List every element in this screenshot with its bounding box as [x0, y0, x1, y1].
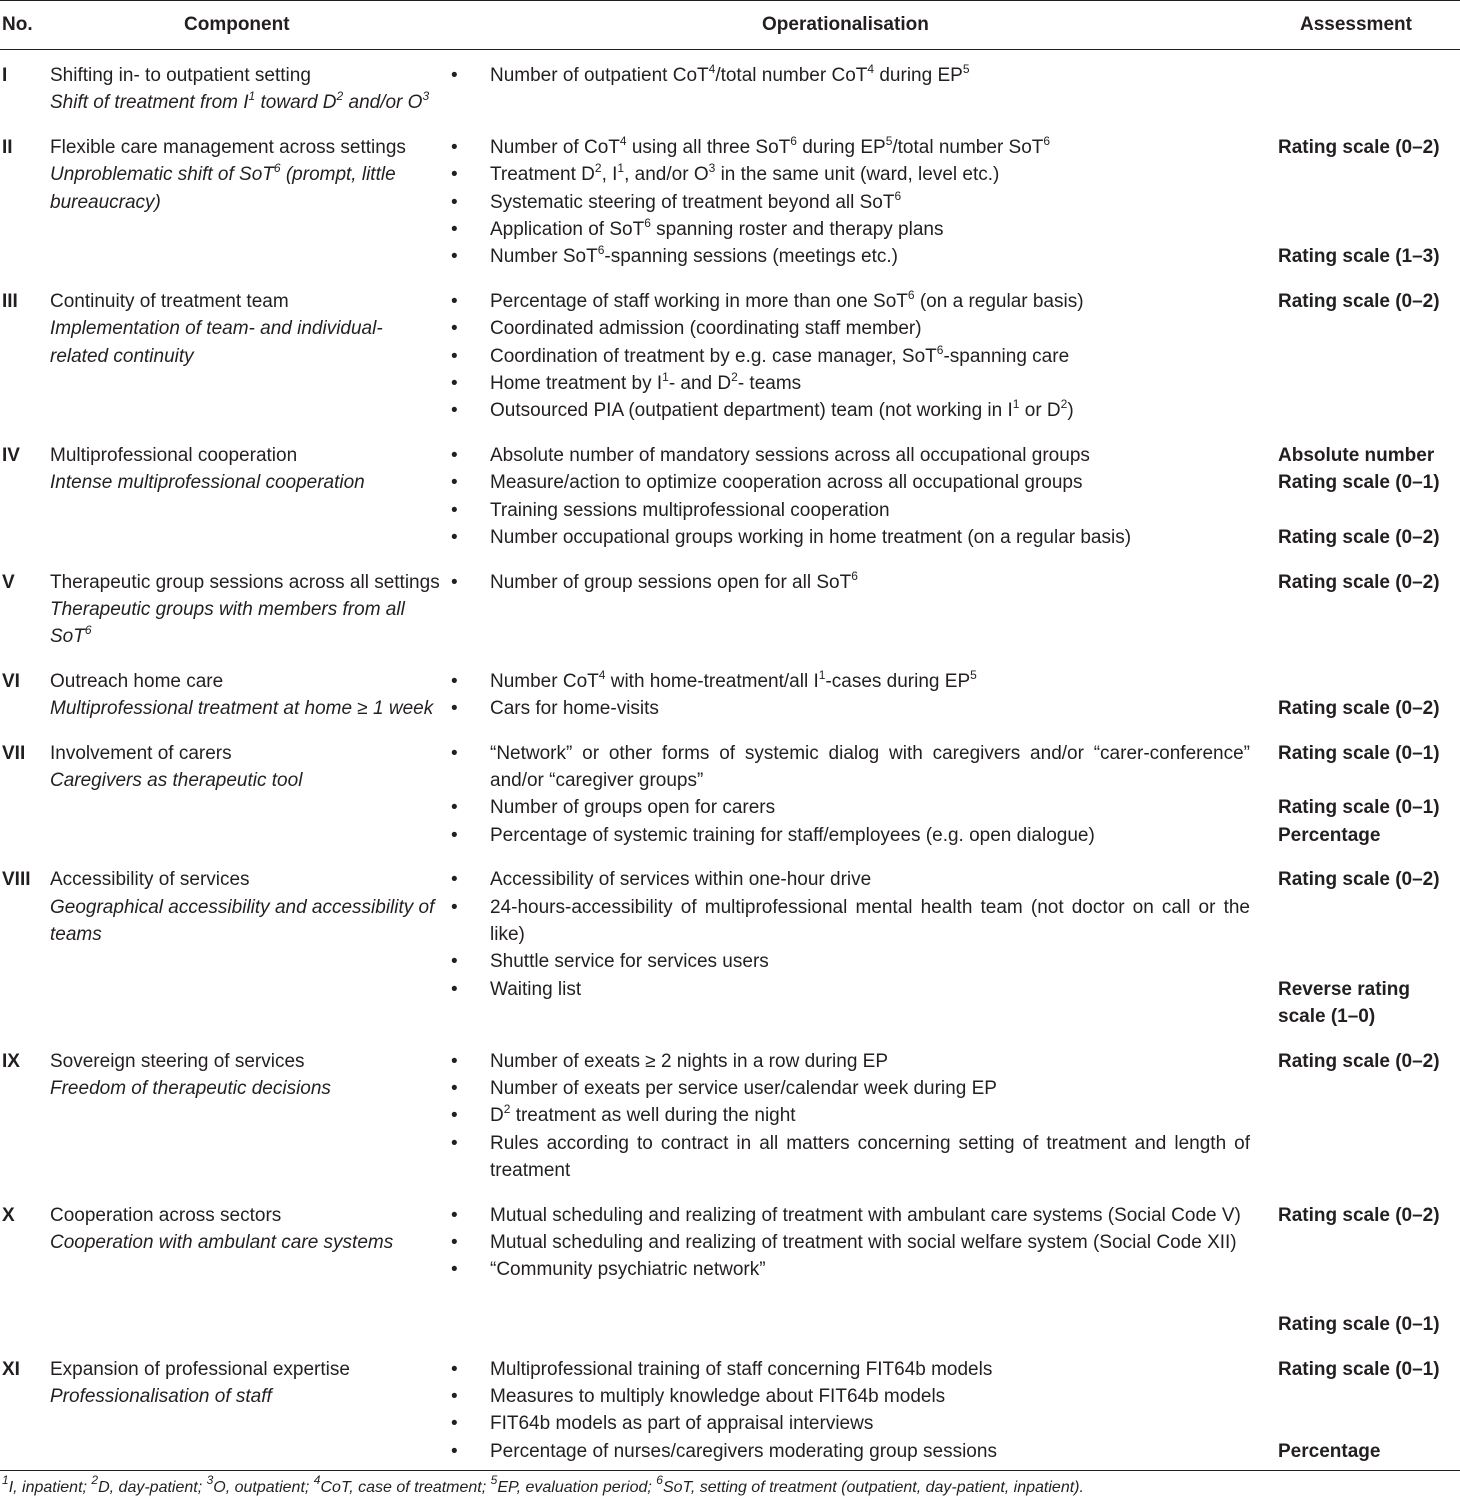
assessment-value — [1278, 497, 1454, 524]
assessment-value — [1278, 668, 1454, 695]
row-number: X — [2, 1204, 15, 1226]
operationalisation-item: • Number of CoT$^4$ using all three SoT$^6$ during $EP^5$/total number SoT$^6$ — [448, 134, 1262, 161]
assessment-value — [1278, 1229, 1454, 1256]
assessment-cell — [1262, 430, 1460, 557]
component-title: Accessibility of services — [50, 869, 250, 891]
component-cell — [48, 1190, 448, 1344]
assessment-cell — [1262, 557, 1460, 656]
component-subtitle: Professionalisation of staff — [50, 1385, 272, 1407]
component-cell — [48, 276, 448, 430]
operationalisation-list — [448, 62, 1262, 89]
operationalisation-cell — [448, 122, 1262, 276]
operationalisation-item: • Absolute number of mandatory sessions across all occupational groups — [448, 442, 1262, 469]
assessment-cell — [1262, 854, 1460, 1035]
assessment-value: Rating scale (0–2) — [1278, 1204, 1440, 1226]
table-row — [0, 122, 1460, 276]
component-subtitle: Shift of treatment from $I^1$ toward $D^2$ and/or $O^3$ — [50, 89, 430, 114]
assessment-value: Rating scale (0–2) — [1278, 136, 1440, 158]
assessment-value: Rating scale (0–1) — [1278, 797, 1440, 819]
operationalisation-item: • 24-hours-accessibility of multiprofessional mental health team (not doctor on call or the like) — [448, 894, 1262, 949]
assessment-cell — [1262, 50, 1460, 122]
component-subtitle: Intense multiprofessional cooperation — [50, 472, 365, 494]
operationalisation-item: • Number of exeats ≥ 2 nights in a row during EP — [448, 1048, 1262, 1075]
component-cell — [48, 430, 448, 557]
table-row — [0, 276, 1460, 430]
component-cell — [48, 1036, 448, 1190]
assessment-cell — [1262, 728, 1460, 855]
component-title: Expansion of professional expertise — [50, 1358, 350, 1380]
operationalisation-item: • Percentage of systemic training for staff/employees (e.g. open dialogue) — [448, 822, 1262, 849]
assessment-value: Reverse rating scale (1–0) — [1278, 978, 1411, 1028]
operationalisation-list — [448, 1202, 1262, 1284]
component-subtitle: Caregivers as therapeutic tool — [50, 769, 303, 791]
table-row — [0, 50, 1460, 122]
component-title: Shifting in- to outpatient setting — [50, 65, 311, 86]
operationalisation-cell — [448, 1190, 1262, 1344]
operationalisation-item: • Measures to multiply knowledge about FIT64b models — [448, 1383, 1262, 1410]
operationalisation-list — [448, 569, 1262, 596]
assessment-value — [1278, 767, 1454, 794]
operationalisation-item: • Training sessions multiprofessional cooperation — [448, 497, 1262, 524]
assessment-value: Percentage — [1278, 824, 1381, 846]
assessment-cell — [1262, 1344, 1460, 1471]
operationalisation-item: • Shuttle service for services users — [448, 948, 1262, 975]
assessment-value: Rating scale (0–2) — [1278, 698, 1440, 720]
operationalisation-item: • Number of groups open for carers — [448, 794, 1262, 821]
table-body — [0, 50, 1460, 1471]
assessment-value — [1278, 1256, 1454, 1283]
assessment-cell — [1262, 276, 1460, 430]
operationalisation-list — [448, 668, 1262, 723]
operationalisation-item: • “Community psychiatric network” — [448, 1256, 1262, 1283]
operationalisation-cell — [448, 1036, 1262, 1190]
assessment-value — [1278, 216, 1454, 243]
row-number: II — [2, 136, 13, 158]
row-number: V — [2, 571, 15, 593]
component-subtitle: Implementation of team- and individual-related continuity — [50, 318, 383, 367]
operationalisation-cell — [448, 430, 1262, 557]
assessment-cell — [1262, 656, 1460, 728]
operationalisation-list — [448, 866, 1262, 1003]
assessment-value — [1278, 921, 1454, 948]
row-number: I — [2, 65, 8, 86]
table-row — [0, 430, 1460, 557]
component-subtitle: Freedom of therapeutic decisions — [50, 1077, 331, 1099]
operationalisation-item: • Mutual scheduling and realizing of treatment with ambulant care systems (Social Code V) — [448, 1202, 1262, 1229]
operationalisation-cell — [448, 557, 1262, 656]
operationalisation-item: • Home treatment by $I^1-$ and $D^2-$ teams — [448, 370, 1262, 397]
component-cell — [48, 854, 448, 1035]
operationalisation-item: • Systematic steering of treatment beyond all SoT$^6$ — [448, 189, 1262, 216]
component-subtitle: Unproblematic shift of SoT$^6$ (prompt, little bureaucracy) — [50, 161, 396, 213]
assessment-value: Rating scale (0–2) — [1278, 1050, 1440, 1072]
operationalisation-item: • Multiprofessional training of staff concerning FIT64b models — [448, 1356, 1262, 1383]
header-operationalisation: Operationalisation — [448, 1, 1262, 50]
operationalisation-item: • Number of exeats per service user/calendar week during EP — [448, 1075, 1262, 1102]
operationalisation-cell — [448, 50, 1262, 122]
operationalisation-item: • Percentage of staff working in more than one SoT$^6$ (on a regular basis) — [448, 288, 1262, 315]
component-subtitle: Geographical accessibility and accessibility of teams — [50, 896, 435, 945]
assessment-value: Rating scale (0–1) — [1278, 1314, 1440, 1336]
assessment-value — [1278, 62, 1454, 89]
operationalisation-item: • FIT64b models as part of appraisal interviews — [448, 1410, 1262, 1437]
assessment-cell — [1262, 122, 1460, 276]
operationalisation-list — [448, 442, 1262, 552]
assessment-value: Rating scale (0–2) — [1278, 527, 1440, 549]
assessment-value — [1278, 161, 1454, 188]
operationalisation-item: • Coordinated admission (coordinating staff member) — [448, 315, 1262, 342]
operationalisation-item: • “Network” or other forms of systemic dialog with caregivers and/or “carer-conference” and/or “caregiver groups” — [448, 740, 1262, 795]
header-component: Component — [48, 1, 448, 50]
table-row — [0, 557, 1460, 656]
assessment-value — [1278, 948, 1454, 975]
component-subtitle: Multiprofessional treatment at home ≥ 1 week — [50, 698, 434, 720]
assessment-value — [1278, 1410, 1454, 1437]
assessment-cell — [1262, 1190, 1460, 1344]
row-number: VI — [2, 670, 20, 692]
operationalisation-list — [448, 740, 1262, 850]
table-footnote: $^1$I, inpatient; $^2$D, day-patient; $^3$O, outpatient; $^4$CoT, case of treatment; $^5$EP, evaluation period; $^6$SoT, setting of treatment (outpatient, day-patient, inpatient). — [0, 1470, 1460, 1497]
assessment-value: Rating scale (0–1) — [1278, 472, 1440, 494]
component-cell — [48, 1344, 448, 1471]
operationalisation-cell — [448, 854, 1262, 1035]
operationalisation-cell — [448, 276, 1262, 430]
component-cell — [48, 656, 448, 728]
assessment-value: Rating scale (0–1) — [1278, 1358, 1440, 1380]
assessment-value — [1278, 189, 1454, 216]
operationalisation-list — [448, 134, 1262, 271]
operationalisation-list — [448, 1356, 1262, 1466]
operationalisation-item: • Number of outpatient CoT$^4$/total number CoT$^4$ during $EP^5$ — [448, 62, 1262, 89]
component-cell — [48, 122, 448, 276]
operationalisation-item: • Waiting list — [448, 976, 1262, 1003]
component-title: Cooperation across sectors — [50, 1204, 282, 1226]
operationalisation-item: • Number occupational groups working in home treatment (on a regular basis) — [448, 524, 1262, 551]
operationalisation-cell — [448, 728, 1262, 855]
component-subtitle: Therapeutic groups with members from all SoT$^6$ — [50, 598, 405, 648]
component-title: Therapeutic group sessions across all settings — [50, 571, 440, 593]
component-title: Multiprofessional cooperation — [50, 444, 298, 466]
operationalisation-item: • Measure/action to optimize cooperation across all occupational groups — [448, 469, 1262, 496]
operationalisation-item: • Accessibility of services within one-hour drive — [448, 866, 1262, 893]
operationalisation-item: • Number SoT$^6$-spanning sessions (meetings etc.) — [448, 243, 1262, 270]
operationalisation-item: • $D^2$ treatment as well during the night — [448, 1102, 1262, 1129]
component-cell — [48, 50, 448, 122]
operationalisation-item: • Percentage of nurses/caregivers moderating group sessions — [448, 1438, 1262, 1465]
operationalisation-list — [448, 1048, 1262, 1185]
assessment-value: Rating scale (0–2) — [1278, 290, 1440, 312]
row-number: VIII — [2, 869, 31, 891]
table-row — [0, 1190, 1460, 1344]
assessment-value — [1278, 1383, 1454, 1410]
table-row — [0, 1036, 1460, 1190]
operationalisation-cell — [448, 1344, 1262, 1471]
component-cell — [48, 728, 448, 855]
assessment-cell — [1262, 1036, 1460, 1190]
operationalisation-item: • Coordination of treatment by e.g. case manager, SoT$^6$-spanning care — [448, 343, 1262, 370]
operationalisation-item: • Number CoT$^4$ with home-treatment/all $I^1$-cases during $EP^5$ — [448, 668, 1262, 695]
operationalisation-list — [448, 288, 1262, 425]
operationalisation-item: • Number of group sessions open for all SoT$^6$ — [448, 569, 1262, 596]
header-assessment: Assessment — [1262, 1, 1460, 50]
row-number: VII — [2, 742, 26, 764]
component-title: Outreach home care — [50, 670, 224, 692]
table-row — [0, 854, 1460, 1035]
operationalisation-item: • Cars for home-visits — [448, 695, 1262, 722]
component-cell — [48, 557, 448, 656]
assessment-value — [1278, 894, 1454, 921]
table-row — [0, 656, 1460, 728]
operationalisation-cell — [448, 656, 1262, 728]
assessment-value: Rating scale (0–2) — [1278, 571, 1440, 593]
assessment-value: Rating scale (1–3) — [1278, 246, 1440, 268]
operationalisation-item: • Outsourced PIA (outpatient department) team (not working in $I^1$ or $D^2$) — [448, 397, 1262, 424]
component-subtitle: Cooperation with ambulant care systems — [50, 1231, 394, 1253]
operationalisation-item: • Application of SoT$^6$ spanning roster and therapy plans — [448, 216, 1262, 243]
table-header — [0, 1, 1460, 50]
assessment-value: Rating scale (0–1) — [1278, 742, 1440, 764]
row-number: IX — [2, 1050, 20, 1072]
component-title: Flexible care management across settings — [50, 136, 406, 158]
assessment-value: Percentage — [1278, 1440, 1381, 1462]
row-number: XI — [2, 1358, 20, 1380]
operationalisation-item: • Rules according to contract in all matters concerning setting of treatment and length of treatment — [448, 1130, 1262, 1185]
header-row — [0, 1, 1460, 50]
assessment-value — [1278, 1284, 1454, 1311]
component-title: Continuity of treatment team — [50, 290, 289, 312]
operationalisation-item: • Mutual scheduling and realizing of treatment with social welfare system (Social Code XII) — [448, 1229, 1262, 1256]
table-row — [0, 728, 1460, 855]
row-number: III — [2, 290, 18, 312]
component-title: Sovereign steering of services — [50, 1050, 305, 1072]
operationalisation-item: • Treatment $D^2$, $I^1$, and/or $O^3$ in the same unit (ward, level etc.) — [448, 161, 1262, 188]
row-number: IV — [2, 444, 20, 466]
header-no: No. — [0, 1, 48, 50]
table-row — [0, 1344, 1460, 1471]
component-title: Involvement of carers — [50, 742, 232, 764]
assessment-value: Rating scale (0–2) — [1278, 869, 1440, 891]
assessment-value: Absolute number — [1278, 444, 1435, 466]
